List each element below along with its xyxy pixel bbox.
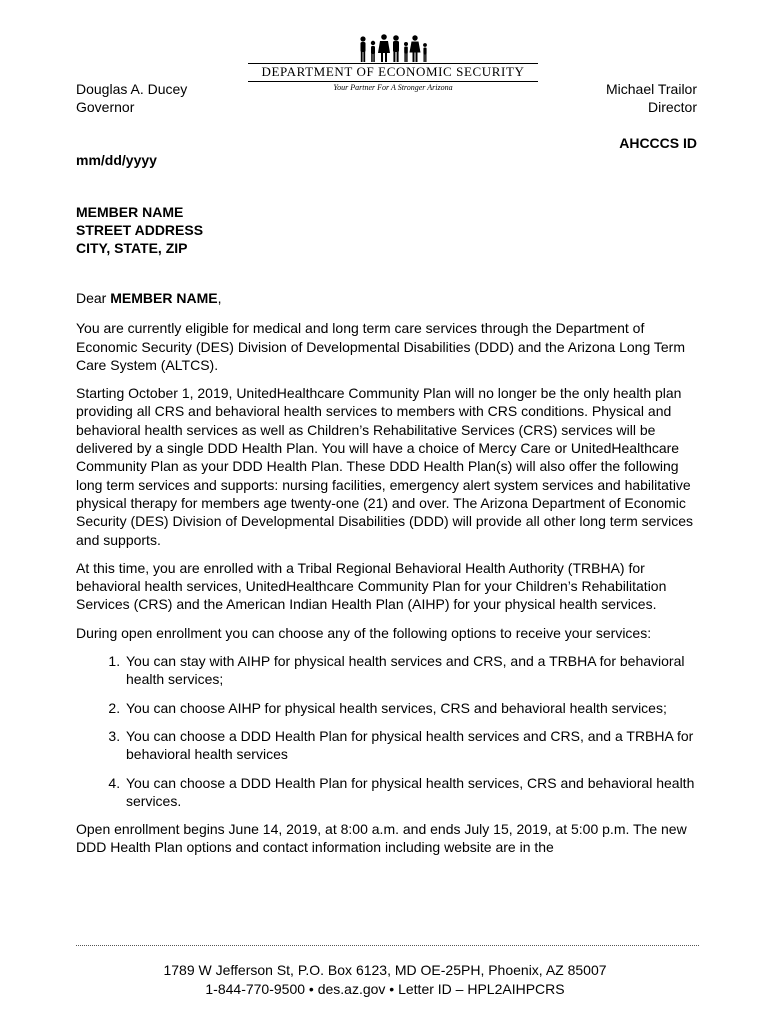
department-name: DEPARTMENT OF ECONOMIC SECURITY [261,64,525,79]
footer-divider [76,945,699,946]
paragraph-eligibility: You are currently eligible for medical and long term care services through the Department of Economic Security (DES) Division of Developmental Disabilities (DDD) and the Arizona Long Term Care System (ALTCS). [76,320,685,373]
option-item-4: 4. You can choose a DDD Health Plan for physical health services, CRS and behavioral health services. [124,774,700,811]
paragraph-plan-change: Starting October 1, 2019, UnitedHealthcare Community Plan will no longer be the only health plan providing all CRS and behavioral health services to members with CRS conditions. Physical and behavioral health services as well as Children’s Rehabilitative Services (CRS) services will be delivered by a single DDD Health Plan. You will have a choice of Mercy Care or UnitedHealthcare Community Plan as your DDD Health Plan. These DDD Health Plan(s) will also offer the following long term services and supports: nursing facilities, emergency alert system services and habilitative physical therapy for members age twenty-one (21) and over. The Arizona Department of Economic Security (DES) Division of Developmental Disabilities (DDD) will provide all other long term services and supports. [76,385,693,548]
family-silhouette-icon [353,33,433,65]
letter-date: mm/dd/yyyy [76,152,157,168]
governor-name: Douglas A. Ducey [76,81,188,97]
options-list [76,652,700,810]
paragraph-open-enrollment: Open enrollment begins June 14, 2019, at 8:00 a.m. and ends July 15, 2019, at 5:00 p.m. The new DDD Health Plan options and contact information including website are in the [76,821,687,856]
director-name: Michael Trailor [605,81,697,97]
recipient-address [76,203,203,257]
option-item-3: 3. You can choose a DDD Health Plan for physical health services and CRS, and a TRBHA for behavioral health services [124,727,700,764]
des-logo [248,33,538,95]
logo-bottom-rule [248,81,538,82]
salutation-suffix: , [217,290,222,306]
option-item-1: 1. You can stay with AIHP for physical health services and CRS, and a TRBHA for behavioral health services; [124,652,700,689]
director-title: Director [647,99,697,115]
footer-contact: 1-844-770-9500 • des.az.gov • Letter ID – HPL2AIHPCRS [205,981,565,997]
department-tagline: Your Partner For A Stronger Arizona [333,83,453,92]
salutation-name: MEMBER NAME [110,290,218,306]
governor-title: Governor [76,99,135,115]
letter-footer [0,961,770,999]
ahcccs-id-label: AHCCCS ID [619,135,697,151]
letter-body [76,289,700,867]
governor-block [76,80,187,116]
salutation [76,289,700,307]
recipient-street: STREET ADDRESS [76,222,204,238]
option-item-2: 2. You can choose AIHP for physical health services, CRS and behavioral health services; [124,699,700,717]
footer-address: 1789 W Jefferson St, P.O. Box 6123, MD OE-25PH, Phoenix, AZ 85007 [163,962,607,978]
recipient-name: MEMBER NAME [76,204,184,220]
director-block [606,80,697,116]
paragraph-options-intro: During open enrollment you can choose any of the following options to receive your services: [76,624,652,641]
recipient-city-state-zip: CITY, STATE, ZIP [76,240,188,256]
paragraph-current-enrollment: At this time, you are enrolled with a Tribal Regional Behavioral Health Authority (TRBHA) for behavioral health services, UnitedHealthcare Community Plan for your Children’s Rehabilitation Services (CRS) and the American Indian Health Plan (AIHP) for your physical health services. [76,559,667,613]
salutation-prefix: Dear [76,290,111,306]
